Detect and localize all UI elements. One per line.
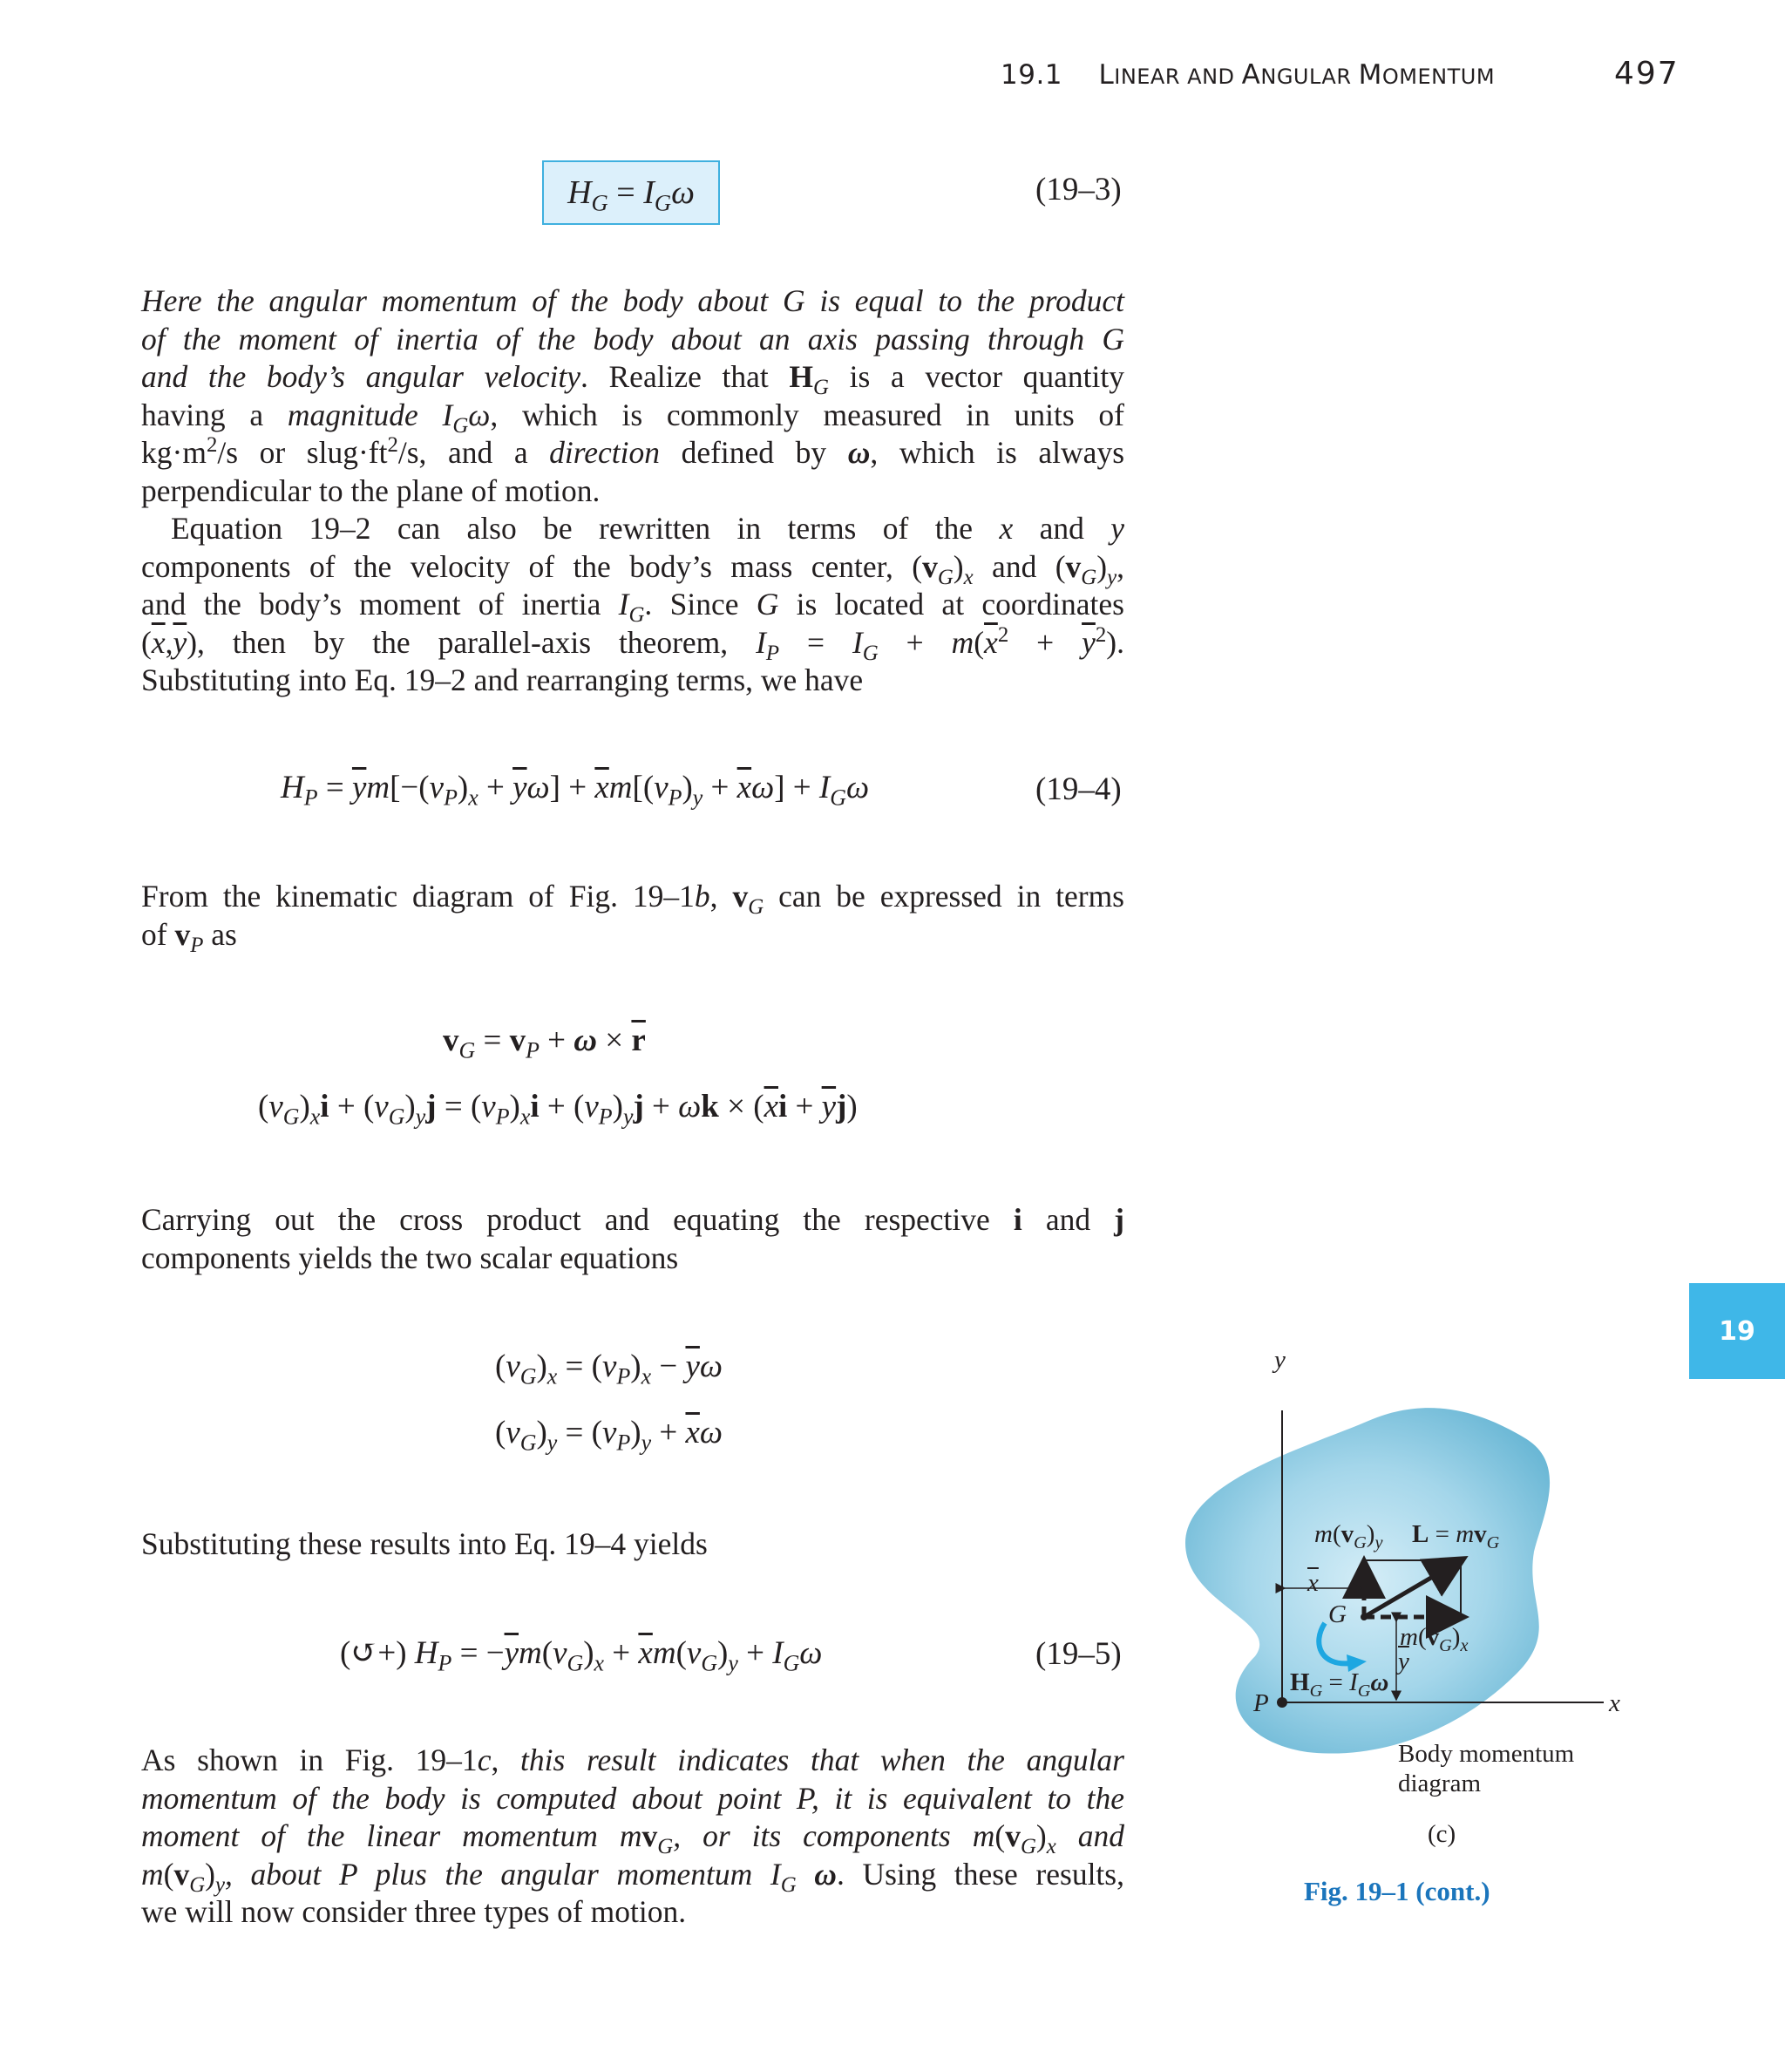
hg-label: $H_G = I_G\omega$ — [1290, 1668, 1389, 1701]
section-number: 19.1 — [1001, 59, 1063, 91]
equation-scalar-y: $(v_G)_y = (v_P)_y + \overline{x}\omega$ — [495, 1415, 723, 1456]
m-vgx-label: $m(v_G)_x$ — [1400, 1623, 1469, 1655]
body-momentum-diagram — [1168, 1342, 1621, 1796]
y-axis-label: y — [1274, 1346, 1286, 1374]
equation-number-19-5: (19–5) — [1035, 1636, 1122, 1672]
page-number: 497 — [1614, 56, 1680, 92]
running-header: 19.1 LINEAR AND ANGULAR MOMENTUM — [1001, 59, 1496, 91]
caption-line-1: Body momentum — [1398, 1740, 1575, 1768]
l-label: $L = mv_G$ — [1412, 1520, 1500, 1552]
figure-label: Fig. 19–1 (cont.) — [1304, 1876, 1490, 1906]
sub-figure-label: (c) — [1428, 1820, 1456, 1848]
equation-velocity-vector: $v_G = v_P + \omega \times \overline{r}$ — [443, 1022, 646, 1063]
caption-line-2: diagram — [1398, 1770, 1482, 1797]
equation-19-4: $H_P = \overline{y}m[-(v_P)_x + \overline{y}\omega] + \overline{x}m[(v_P)_y + \overline{x}\omega] + I_G\omega$ — [281, 770, 870, 811]
equation-velocity-components: $(v_G)_xi + (v_G)_yj = (v_P)_xi + (v_P)_yj + \omega k \times (\overline{x}i + \overline{y}j)$ — [258, 1089, 858, 1130]
paragraph-cross-product: Carrying out the cross product and equating the respective i and j components yields the two scalar equations — [141, 1202, 1124, 1275]
equation-number-19-4: (19–4) — [1035, 771, 1122, 807]
paragraph-substituting: Substituting these results into Eq. 19–4 yields — [141, 1526, 708, 1561]
point-p — [1277, 1697, 1287, 1708]
paragraph-kinematic: From the kinematic diagram of Fig. 19–1b, $v_G$ can be expressed in terms of $v_P$ as — [141, 879, 1124, 957]
equation-scalar-x: $(v_G)_x = (v_P)_x - \overline{y}\omega$ — [495, 1348, 723, 1389]
ybar-label: $\overline{y}$ — [1398, 1647, 1409, 1675]
p-label: P — [1253, 1689, 1269, 1717]
paragraph-conclusion: As shown in Fig. 19–1c, this result indicates that when the angular momentum of the body is computed about point P, it is equivalent to the moment of the linear momentum $mv_G$, or its components $m(v_G)_x$ and $m(v_G)_y$, about P plus the angular momentum $I_G$ ω. Using these results, we will now consider three types of motion. — [141, 1743, 1125, 1929]
equation-19-5: (↺+) $H_P = -\overline{y}m(v_G)_x + \overline{x}m(v_G)_y + I_G\omega$ — [340, 1635, 823, 1676]
xbar-label: $\overline{x}$ — [1307, 1569, 1319, 1597]
equation-19-3-box: $H_G = I_G\omega$ — [542, 160, 720, 225]
m-vgy-label: $m(v_G)_y$ — [1314, 1520, 1383, 1552]
chapter-tab: 19 — [1689, 1283, 1785, 1379]
equation-number-19-3: (19–3) — [1035, 172, 1122, 207]
paragraph-angular-momentum: Here the angular momentum of the body about G is equal to the product of the moment of inertia of the body about an axis passing through G and the body’s angular velocity. Realize that $H_G$ is a vector quantity having a magnitude $I_G\omega$, which is commonly measured in units of $kg\cdot m^2/s$ or $slug\cdot ft^2/s$, and a direction defined by ω, which is always perpendicular to the plane of motion. Equation 19–2 can also be rewritten in terms of the x and y components of the velocity of the body’s mass center, $(v_G)_x$ and $(v_G)_y$, and the body’s moment of inertia $I_G$. Since G is located at coordinates $(\overline{x},\overline{y})$, then by the parallel-axis theorem, $I_P = I_G + m(\overline{x}^2 + \overline{y}^2)$. Substituting into Eq. 19–2 and rearranging terms, we have — [141, 283, 1125, 697]
g-label: G — [1328, 1600, 1347, 1628]
x-axis-label: x — [1609, 1689, 1620, 1717]
